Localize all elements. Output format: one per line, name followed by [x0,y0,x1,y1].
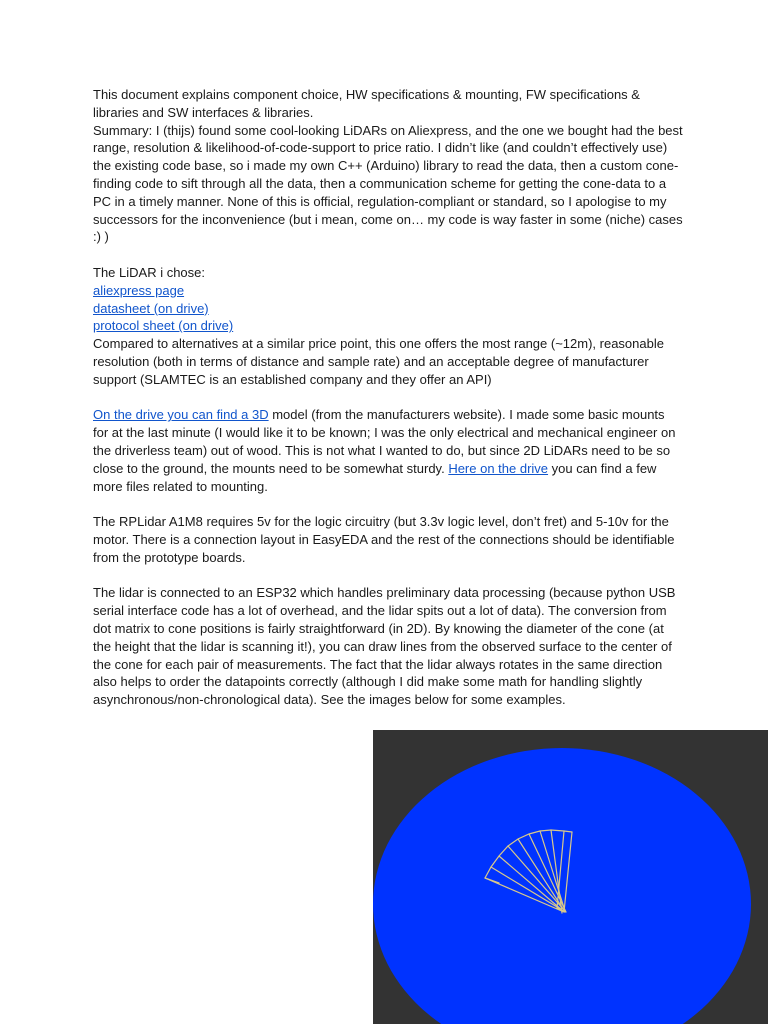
lidar-heading: The LiDAR i chose: [93,264,205,280]
datasheet-link[interactable]: datasheet (on drive) [93,300,209,316]
protocol-sheet-link[interactable]: protocol sheet (on drive) [93,318,234,334]
comparison-paragraph: Compared to alternatives at a similar price point, this one offers the most range (~12m), reasonable resolution (both in terms of distance and sample rate) and an acceptable degree of manufacturer support (SLAMTEC is an established company and they offer an API) [93,336,664,387]
mounting-paragraph [93,406,683,495]
document-body [93,86,683,709]
mounting-drive-link[interactable]: Here on the drive [448,460,549,476]
power-paragraph: The RPLidar A1M8 requires 5v for the logic circuitry (but 3.3v logic level, don’t fret) and 5-10v for the motor. There is a connection layout in EasyEDA and the rest of the connections should be identifiable from the prototype boards. [93,514,675,565]
drive-3d-model-link[interactable]: On the drive you can find a 3D [93,407,269,423]
intro-paragraph: This document explains component choice, HW specifications & mounting, FW specifications & libraries and SW interfaces & libraries. [93,87,640,120]
mounting-text-1: model (from the manufacturers website). I made some basic mounts for at the last minute (I would like it to be known; I was the only electrical and mechanical engineer on the driverless team) out of wood. This is not what I wanted to do, but since 2D LiDARs need to be so close to the ground, the mounts need to be somewhat sturdy. [93,407,676,476]
lidar-scan-svg [373,730,768,1024]
aliexpress-link[interactable]: aliexpress page [93,282,185,298]
scan-area-circle [373,748,751,1024]
summary-paragraph: Summary: I (thijs) found some cool-looking LiDARs on Aliexpress, and the one we bought had the best range, resolution & likelihood-of-code-support to price ratio. I didn’t like (and couldn’t effectively use) the existing code base, so i made my own C++ (Arduino) library to read the data, then a custom cone-finding code to sift through all the data, then a communication scheme for getting the cone-data to a PC in a timely manner. None of this is official, regulation-compliant or standard, so I apologise to my successors for the inconvenience (but i mean, come on… my code is way faster in some (niche) cases :) ) [93,122,683,245]
lidar-scan-figure [373,730,768,1024]
processing-paragraph: The lidar is connected to an ESP32 which handles preliminary data processing (because python USB serial interface code has a lot of overhead, and the lidar spits out a lot of data). The conversion from dot matrix to cone positions is fairly straightforward (in 2D). By knowing the diameter of the cone (at the height that the lidar is scanning it!), you can draw lines from the observed surface to the center of the cone for each pair of measurements. The fact that the lidar always rotates in the same direction also helps to order the datapoints correctly (although I did make some math for handling slightly asynchronous/non-chronological data). See the images below for some examples. [93,585,676,708]
mounting-text-2: you can find a few more files related to mounting. [93,460,657,494]
